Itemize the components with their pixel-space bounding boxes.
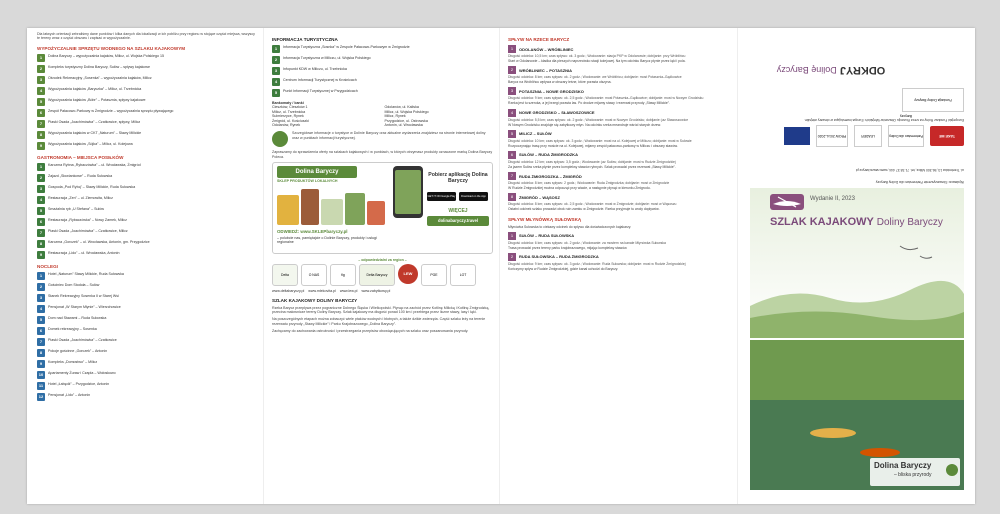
panel-info-promo (263, 28, 499, 504)
edition: Wydanie II, 2023 (810, 196, 855, 202)
banks-heading: Bankomaty / banki (272, 101, 304, 105)
gastro-list (37, 163, 257, 259)
products-image (277, 185, 387, 227)
routes-heading: SPŁYW NA RZECE BARYCZ (508, 37, 570, 42)
address-info: ul. Trzebnicka 13, 56-300 Milicz, tel. 71 38 37 444, www.nasza.barycz.pl (855, 168, 964, 172)
list-item: 3 Infopunkt KDW w Miliczu, ul. Trzebnicka (272, 67, 493, 75)
list-item: 2 Informacja Turystyczna w Miliczu, ul. Wojska Polskiego (272, 56, 493, 64)
list-item: 5 Punkt Informacji Turystycznej w Przygodzicach (272, 89, 493, 97)
route-item: 2 WRÓBLINIEC – POTASZNIA Długość odcinka: 8 km; czas spływu: ok. 2 godz.; Wodowanie: we Wróblińcu; dobijanie: most Potasznia–Gądkowice Barycz na Wróblińcu wpływa w obszary leśne, które porasta olszyna. (508, 67, 682, 85)
gastro-heading: GASTRONOMIA – MIEJSCA POSIŁKÓW (37, 154, 124, 160)
intro-text: Dla łatwych orientacji zebraliśmy dane punktów i kilka danych dla lokalizacji w ich pobliżu przy regionu w stojące części miejsca, wszyscy te tereny wraz z części obszaru i zapisać w wypożyczalnie. (37, 32, 255, 41)
trail-paragraph: Rzeka Barycz przepływa przez pograniczne Dolnego Śląska i Wielkopolski. Płynąc na zachód przez Kotlinę Milicką i Kotlinę Żmigrodzką, przecina malownicze tereny Doliny Baryczy. Szlak kajakowy ma długość ponad 100 km i przebiega przez liczne stawy, lasy i łąki. (272, 305, 490, 315)
list-item: 2 Zajazd „Słowiankowe” – Ruda Sułowska (37, 174, 257, 182)
back-cover (738, 28, 976, 188)
back-title: ODKRYJ Dolinę Baryczy (776, 64, 886, 76)
route-item: 6 SUŁÓW – RUDA ŻMIGRODZKA Długość odcinka: 12 km; czas spływu: 3,5 godz.; Wodowanie: jaz Sułów; dobijanie: most w Rudzie Żmigrodzkiej Za jazem Sułów rzeka płynie przez kompleksy stawów rybnych. Szlak prowadzi przez rezerwat „Stawy Milickie”. (508, 151, 676, 170)
list-item: 2 Gościniec Dom Stodoła – Sułów (37, 283, 257, 291)
kayak-photo-shape (810, 428, 856, 438)
list-item: 5 Wypożyczalnia kajaków „Bóbr” – Potasznia, spływy kajakowe (37, 98, 257, 106)
list-item: 3 Ośrodek Rekreacyjny „Sosenka” – wypożyczalnia kajaków, Milicz (37, 76, 257, 84)
app-store-button[interactable]: Download on the App Store (459, 192, 488, 201)
cover-title: SZLAK KAJAKOWY Doliny Baryczy (770, 216, 943, 228)
partner-logo: fig (330, 264, 356, 286)
list-item: 1 Karczma Rybna „Rybaczówka” – ul. Wrocławska, Żmigród (37, 163, 257, 171)
brand-name: Dolina Baryczy (874, 461, 932, 470)
list-item: 7 Piaski Osada „Joachimówka” – Czatkowice, spływy, Milicz (37, 120, 257, 128)
list-item: 6 Zespół Pałacowo-Parkowy w Żmigrodzie – wypożyczalnia sprzętu pływającego (37, 109, 257, 117)
list-item: 5 Dom nad Stawami – Ruda Sułowska (37, 316, 257, 324)
partner-logos (272, 264, 493, 286)
partner-logo: Delta Baryczy (359, 264, 395, 286)
eu-note: Europejski Fundusz Rolny na rzecz Rozwoju Obszarów Wiejskich: Europa inwestująca w obszary wiejskie. (804, 118, 964, 122)
list-item: 12 Pensjonat „Lido” – Antonin (38, 392, 91, 399)
list-item: 4 Centrum Informacji Turystycznej w Krośnicach (272, 78, 493, 86)
list-item: 4 Restauracja „Zen” – ul. Ziemowita, Milicz (37, 196, 257, 204)
fund-logo: Fundacja Doliny Baryczy (902, 88, 964, 112)
list-item: 1 Dolina Baryczy – wypożyczalnia kajaków, Milicz, ul. Wojska Polskiego 15 (37, 54, 257, 62)
list-item: 5 Smażalnia ryb „U Stefana” – Sułów (37, 207, 257, 215)
rentals-list (37, 54, 257, 150)
banks-col-left: Cieszków, Cieszków 1 Milicz, ul. Trzebnicka Sulmierzyce, Rynek Żmigród, ul. Kościuszki Odolanów, Rynek (272, 105, 309, 128)
kayak-icon (770, 194, 804, 210)
list-item: 4 Pensjonat „W Starym Młynie” – Wierzchowice (37, 305, 257, 313)
cover-photo (750, 340, 964, 490)
promo-text: Szczegółowe informacje o turystyce w Dolinie Baryczy oraz aktualne wydarzenia znajdziesz na stronie internetowej doliny oraz w punktach informacji turystycznej. (292, 131, 486, 140)
rentals-heading: WYPOŻYCZALNIE SPRZĘTU WODNEGO NA SZLAKU KAJAKOWYM (37, 45, 186, 51)
list-item: 3 Gospoda „Pod Rybą” – Sławy Milickie, Ruda Sułowska (37, 185, 257, 193)
partner-logo: LEW (398, 264, 418, 284)
list-item: 3 Stanek Rekreacyjny Sosenka II w Starej Wsi (37, 294, 257, 302)
route-item: 2 RUDA SUŁOWSKA – RUDA ŻMIGRODZKA Długość odcinka: 9 km; czas spływu: ok. 3 godz.; Wodowanie: Ruda Sułowska; dobijanie: most w Rudzie Żmigrodzkiej Kończymy spływ w Rudzie Żmigrodzkiej, gdzie kanał uchodzi do Baryczy. (508, 253, 686, 271)
phone-image (393, 166, 423, 218)
nature-icon (750, 236, 964, 338)
cover-illustration (750, 188, 964, 338)
app-title: Pobierz aplikację Dolina Baryczy (428, 172, 488, 185)
promo-text-2: Zapraszamy do sprawdzenia oferty na szlakach kajakowych i w punktach, w których otrzymasz produkty oznaczone marką Dolina Baryczy Poleca. (272, 150, 493, 159)
list-item: 8 Pokoje gościnne „Gorczek” – Antonin (37, 349, 257, 357)
trail-paragraph: Na poszczególnych etapach można zobaczyć wiele ptaków wodnych i błotnych, a także dzikie zwierzęta. Część szlaku leży na terenie rezerwatu przyrody „Stawy Milickie” i Parku Krajobrazowego „Dolina Baryczy”. (272, 317, 486, 326)
lgd-logo: Partnerstwo dla Doliny Baryczy (888, 125, 924, 147)
site-link[interactable]: dolinabaryczy.travel (427, 216, 489, 226)
take-logo: TAKE ME (930, 126, 964, 146)
eu-flag-icon (784, 127, 810, 145)
route-item: 3 POTASZNIA – NOWE GRODZISKO Długość odcinka: 9 km; czas spływu: ok. 2,5 godz.; Wodowanie: most Potasznia–Gądkowice; dobijanie: most w Nowym Grodzisku Rzeka jest tu szeroka, a jej brzegi porasta las. Po drodze mijamy stawy i rezerwat przyrody „Stawy Milickie”. (508, 88, 704, 106)
list-item: 10 Apartamenty Żuraw i Czapla – Wołoskowo (38, 370, 116, 377)
route-item: 7 RUDA ŻMIGRODZKA – ŻMIGRÓD Długość odcinka: 8 km; czas spływu: 2 godz.; Wodowanie: Ruda Żmigrodzka; dobijanie: most w Żmigrodzie W Rudzie Żmigrodzkiej można odpocząć przy wiacie, a następnie płynąć w kierunku Żmigrodu. (508, 173, 670, 191)
list-item: 7 Piaski Osada „Joachimówka” – Czatkowice (37, 338, 257, 346)
list-item: 8 Wypożyczalnia kajaków w CKT „Naturum” – Sławy Milickie (37, 131, 257, 139)
list-item: 9 Restauracja „Lido” – ul. Wrocławska, Antonin (37, 251, 257, 259)
publisher-info: Wydawca: Stowarzyszenie Partnerstwo dla Doliny Baryczy (875, 180, 964, 184)
route-item: 1 SUŁÓW – RUDA SUŁOWSKA Długość odcinka: 6 km; czas spływu: ok. 2 godz.; Wodowanie: za mostem na kanale Młynówka Sułowska Trasa prowadzi przez tereny parku krajobrazowego, mijając kompleksy stawów. (508, 232, 666, 250)
partner-logo: LOT (450, 264, 476, 286)
brand-tagline: – bliska przyrody (894, 472, 932, 478)
leaf-logo-icon (272, 131, 288, 147)
list-item: 6 Restauracja „Rybaczówka” – Nowy Zamek, Milicz (37, 218, 257, 226)
front-cover (738, 188, 976, 504)
app-promo (393, 166, 491, 250)
route-item: 1 ODOLANÓW – WRÓBLINIEC Długość odcinka: 10,5 km; czas spływu: ok. 3 godz.; Wodowanie: stacja PKP w Odolanowie; dobijanie: przy Wróblińcu Start w Odolanowie – kładka dla pieszych naprzeciwko stacji kolejowej. Na tym odcinku Barycz płynie przez łąki i pola. (508, 46, 686, 64)
partner-logo: O NAS (301, 264, 327, 286)
list-item: 1 Hotel „Naturum” Sławy Milickie, Ruda Sułowska (37, 272, 257, 280)
list-item: 4 Wypożyczalnia kajaków „Baryczka” – Milicz, ul. Trzebnicka (37, 87, 257, 95)
banks-table (272, 105, 493, 127)
banks-col-right: Odolanów, ul. Kaliska Milicz, ul. Wojska Polskiego Milicz, Rynek Przygodzice, ul. Ostrowska Antonin, ul. Wrocławska (384, 105, 429, 128)
list-item: 1 Informacja Turystyczna „Sosnka” w Zespole Pałacowo-Parkowym w Żmigrodzie (272, 45, 493, 53)
list-item: 8 Karczma „Gorczek” – ul. Wrocławska, Antonin, gm. Przygodzice (37, 240, 257, 248)
partners-heading: – odpowiedzialni za region – (358, 258, 407, 263)
list-item: 9 Wypożyczalnia kajaków „Sójka” – Milicz, ul. Kolejowa (37, 142, 257, 150)
trail-paragraph: Zachęcamy do zachowania ostrożności i przestrzegania przepisów obowiązujących na szlaku oraz poszanowania przyrody. (272, 329, 469, 334)
list-item: 2 Kompleks turystyczny Dolina Baryczy, Sułów – spływy kajakowe (37, 65, 257, 73)
list-item: 7 Piaski Osada „Joachimówka” – Czatkowice, Milicz (37, 229, 257, 237)
panel-routes (499, 28, 737, 504)
brochure-sheet (27, 28, 975, 504)
partner-logo: PGE (421, 264, 447, 286)
route-item: 4 NOWE GRODZISKO – SŁAWOSZOWICE Długość odcinka: 5,5 km; czas spływu: ok. 2 godz.; Wodowanie: most w Nowym Grodzisku; dobijanie: jaz Sławoszowice W Nowym Grodzisku znajduje się zabytkowy młyn. Na odcinku rzeka meandruje wśród starych drzew. (508, 109, 689, 127)
sub-intro: Młynówka Sułowska to ciekawy odcinek do spływu dla doświadczonych kajakarzy. (508, 224, 632, 229)
panel-cover (737, 28, 975, 504)
list-item: 9 Kompleks „Domostwo” – Milicz (37, 360, 257, 368)
shop-url[interactable]: ODWIEDŹ: www.SKLEPbaryczy.pl (277, 229, 348, 235)
route-item: 5 MILICZ – SUŁÓW Długość odcinka: 10 km; czas spływu: ok. 3 godz.; Wodowanie: most na ul. Kolejowej w Miliczu; dobijanie: most w Sułowie Rozpoczynając trasę przy moście na ul. Kolejowej, mijamy zespół pałacowo-parkowy w Miliczu i obszary stawów. (508, 130, 692, 148)
trail-heading: SZLAK KAJAKOWY DOLINY BARYCZY (272, 297, 358, 303)
kayak-photo-shape (860, 448, 900, 457)
lodging-heading: NOCLEGI (37, 263, 58, 269)
lodging-list (37, 272, 257, 401)
prow-logo: PROW 2014–2020 (816, 125, 848, 147)
brand-logo-icon (946, 464, 958, 476)
promo-box (272, 131, 493, 147)
route-item: 8 ŻMIGRÓD – WĄSOSZ Długość odcinka: 8 km; czas spływu: ok. 2,5 godz.; Wodowanie: most w Żmigrodzie; dobijanie: most w Wąsoszu Ostatni odcinek szlaku prowadzi obok ruin zamku w Żmigrodzie. Rzeka przyjmuje tu wody dopływów. (508, 194, 677, 212)
shop-url-sub: – polubcie nas, pamiętajcie o Dolinie Baryczy, produkty i usługi regionalne (277, 236, 377, 245)
panel-services (27, 28, 263, 504)
info-heading: INFORMACJA TURYSTYCZNA (272, 37, 338, 42)
brand-box (870, 458, 960, 486)
leader-logo: LEADER (854, 125, 882, 147)
list-item: 11 Hotel „Łabędź” – Przygodzice, Antonin (38, 381, 110, 388)
shop-subtitle: SKLEP PRODUKTÓW LOKALNYCH (277, 179, 338, 184)
shop-brand: Dolina Baryczy (277, 166, 357, 178)
list-item: 6 Domek rekreacyjny – Sosenka (37, 327, 257, 335)
partner-logo: Delta (272, 264, 298, 286)
google-play-button[interactable]: GET IT ON Google Play (427, 192, 456, 201)
info-list (272, 45, 493, 97)
more-label: WIĘCEJ (448, 208, 468, 215)
partner-sites: www.deltabaryczy.pl www.mlekovita.pl www.lew.pl www.zabytkowy.pl (272, 289, 391, 294)
shop-advert (272, 162, 493, 254)
sub-heading: SPŁYW MŁYNÓWKĄ SUŁOWSKĄ (508, 216, 582, 222)
